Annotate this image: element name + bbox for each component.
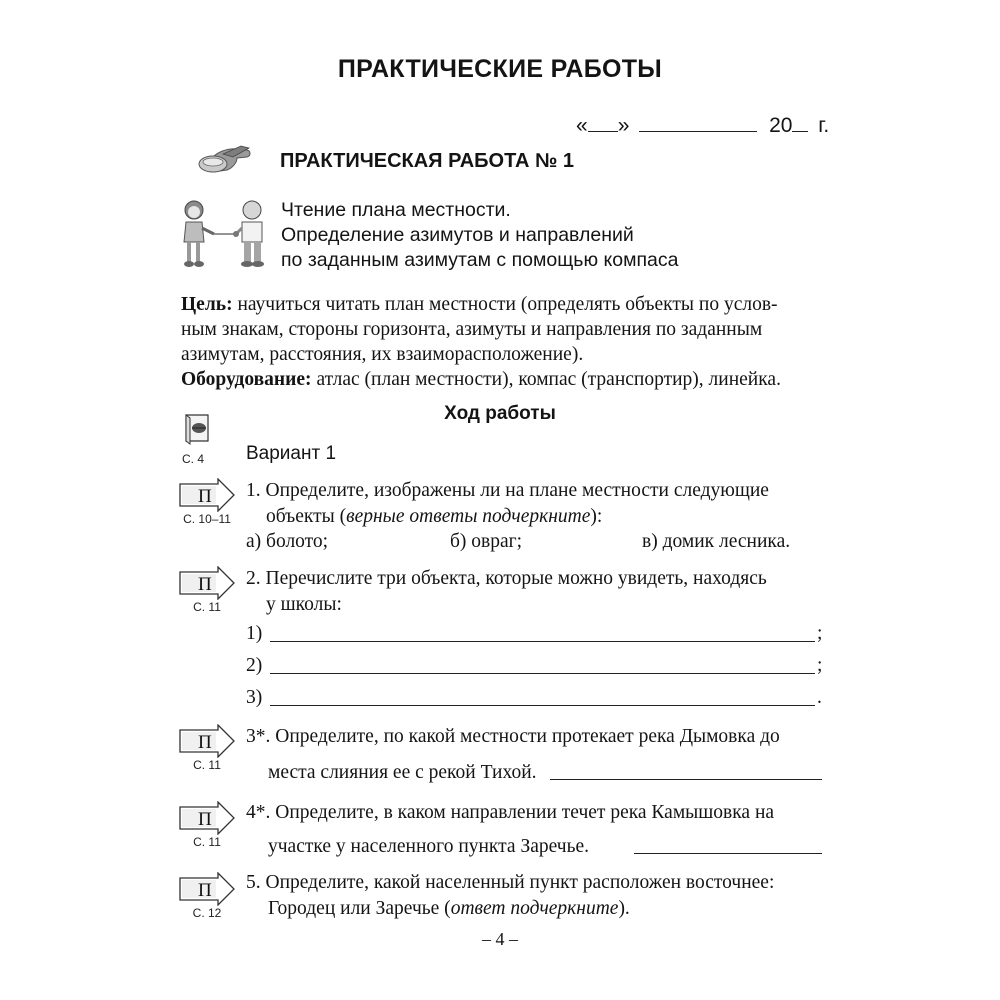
date-quote-open: « <box>576 114 588 137</box>
textbook-marker <box>178 566 236 614</box>
p-letter: П <box>198 574 212 595</box>
progress-heading: Ход работы <box>444 403 556 424</box>
option-c[interactable]: в) домик лесника. <box>642 531 791 552</box>
date-year-suffix: г. <box>818 114 830 137</box>
answer-number: 1) <box>246 623 263 644</box>
page-ref: С. 11 <box>193 758 221 772</box>
topic-line: по заданным азимутам с помощью компаса <box>281 249 679 271</box>
date-month-blank[interactable] <box>639 113 757 132</box>
question-text: 4*. Определите, в каком направлении течет река Камышовка на <box>246 802 775 823</box>
goal-paragraph <box>181 292 821 392</box>
question-1 <box>246 478 826 530</box>
date-line <box>576 113 829 138</box>
question-text: 3*. Определите, по какой местности протекает река Дымовка до <box>246 726 780 747</box>
option-a[interactable]: а) болото; <box>246 531 329 552</box>
question-text: 5. Определите, какой населенный пункт расположен восточнее: <box>246 872 775 893</box>
textbook-arrow-icon <box>178 801 236 835</box>
answer-number: 2) <box>246 655 263 676</box>
goal-text: научиться читать план местности (определять объекты по услов- <box>237 294 778 315</box>
page-title: ПРАКТИЧЕСКИЕ РАБОТЫ <box>337 55 663 83</box>
p-letter: П <box>198 880 212 901</box>
answer-line-1[interactable] <box>270 641 815 642</box>
goal-text: азимутам, расстояния, их взаиморасположение). <box>181 344 584 365</box>
atlas-page-ref: С. 4 <box>182 452 205 466</box>
answer-line-3[interactable] <box>270 705 815 706</box>
textbook-marker <box>178 801 236 849</box>
page-ref: С. 11 <box>193 600 221 614</box>
work-topic <box>281 198 679 273</box>
page-ref: С. 11 <box>193 835 221 849</box>
hand-compass-icon <box>193 140 255 181</box>
question-4 <box>246 800 836 826</box>
question-2 <box>246 566 826 618</box>
p-letter: П <box>198 486 212 507</box>
textbook-marker <box>178 872 236 920</box>
answer-punct: ; <box>817 655 823 676</box>
question-text: 1. Определите, изображены ли на плане местности следующие <box>246 480 769 501</box>
topic-line: Чтение плана местности. <box>281 199 511 221</box>
question-text: 2. Перечислите три объекта, которые можно увидеть, находясь <box>246 568 767 589</box>
page-number: – 4 – <box>482 929 518 949</box>
textbook-marker <box>178 478 236 526</box>
textbook-marker <box>178 724 236 772</box>
goal-label: Цель: <box>181 294 233 315</box>
question-5 <box>246 870 836 922</box>
option-b[interactable]: б) овраг; <box>450 531 523 552</box>
answer-punct: ; <box>817 623 823 644</box>
question-text: ). <box>618 898 630 919</box>
textbook-arrow-icon <box>178 478 236 512</box>
answer-line-q4[interactable] <box>634 853 822 854</box>
date-year-prefix: 20 <box>769 114 793 137</box>
question-text: ): <box>590 506 603 527</box>
answer-number: 3) <box>246 687 263 708</box>
answer-line-2[interactable] <box>270 673 815 674</box>
textbook-arrow-icon <box>178 566 236 600</box>
question-hint: верные ответы подчеркните <box>346 506 591 527</box>
page-ref: С. 12 <box>192 906 222 920</box>
date-year-blank[interactable] <box>792 113 808 132</box>
textbook-arrow-icon <box>178 872 236 906</box>
question-3 <box>246 724 836 750</box>
question-text: объекты ( <box>266 506 347 527</box>
question-text: места слияния ее с рекой Тихой. <box>268 762 537 783</box>
question-text: участке у населенного пункта Заречье. <box>268 836 590 857</box>
date-quote-close: » <box>617 114 630 137</box>
p-letter: П <box>198 809 212 830</box>
date-day-blank[interactable] <box>588 113 618 132</box>
equipment-label: Оборудование: <box>181 369 312 390</box>
page-ref: С. 10–11 <box>183 512 231 526</box>
textbook-arrow-icon <box>178 724 236 758</box>
atlas-book-icon <box>182 413 216 445</box>
goal-text: ным знакам, стороны горизонта, азимуты и направления по заданным <box>181 319 763 340</box>
equipment-text: атлас (план местности), компас (транспортир), линейка. <box>316 369 781 390</box>
answer-punct: . <box>817 687 822 708</box>
work-title: ПРАКТИЧЕСКАЯ РАБОТА № 1 <box>280 150 575 172</box>
variant-title: Вариант 1 <box>246 443 337 464</box>
atlas-marker <box>182 413 216 466</box>
p-letter: П <box>198 732 212 753</box>
children-measuring-icon <box>178 196 270 277</box>
answer-line-q3[interactable] <box>550 779 822 780</box>
topic-line: Определение азимутов и направлений <box>281 224 634 246</box>
question-hint: ответ подчеркните <box>450 898 619 919</box>
question-text: Городец или Заречье ( <box>268 898 451 919</box>
question-text: у школы: <box>266 594 342 615</box>
